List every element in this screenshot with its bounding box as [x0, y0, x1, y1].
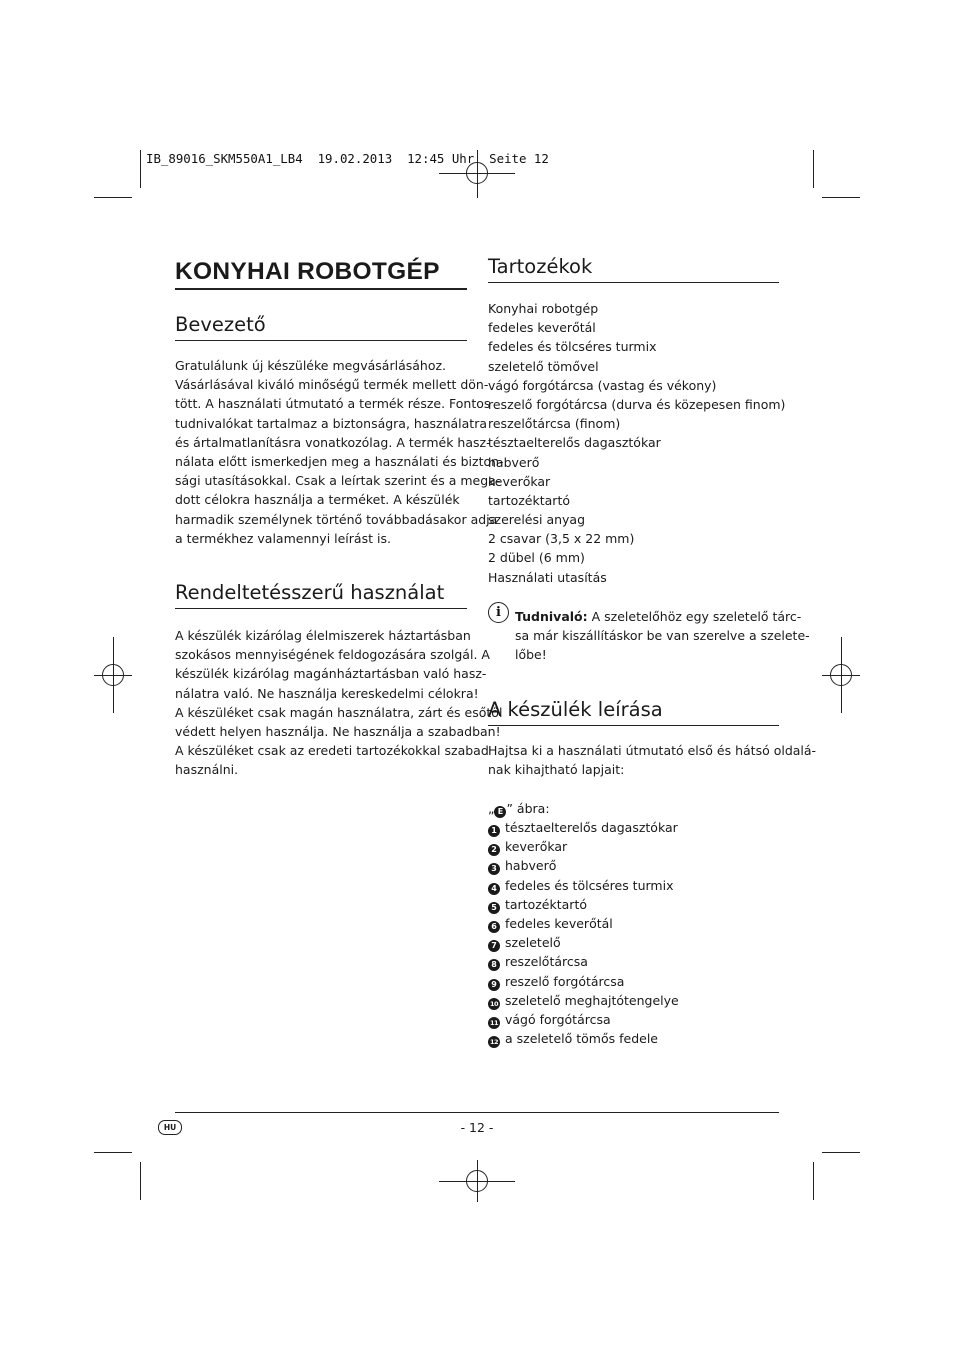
list-item: reszelő forgótárcsa (durva és közepesen finom): [488, 396, 786, 412]
text-line: használni.: [175, 762, 239, 778]
list-item: 2 csavar (3,5 x 22 mm): [488, 531, 635, 547]
part-item: [488, 1029, 779, 1048]
list-item: tésztaelterelős dagasztókar: [488, 435, 661, 451]
list-item: reszelőtárcsa (finom): [488, 416, 621, 432]
part-item: [488, 818, 779, 837]
heading-device-description: A készülék leírása: [488, 697, 779, 726]
part-label: szeletelő meghajtótengelye: [505, 992, 679, 1008]
text-line: Hajtsa ki a használati útmutató első és hátsó oldalá-: [488, 743, 817, 758]
part-item: [488, 837, 779, 856]
part-number-badge: 7: [488, 940, 500, 952]
list-item: keverőkar: [488, 473, 551, 489]
part-item: [488, 895, 779, 914]
list-item: Használati utasítás: [488, 569, 607, 585]
part-label: tésztaelterelős dagasztókar: [505, 820, 678, 835]
list-item: Konyhai robotgép: [488, 301, 599, 316]
note-line: A szeletelőhöz egy szeletelő tárc-: [587, 609, 802, 624]
text-line: Vásárlásával kiváló minőségű termék mellett dön-: [175, 377, 489, 393]
part-label: habverő: [505, 858, 557, 874]
text-line: védett helyen használja. Ne használja a szabadban!: [175, 723, 501, 739]
figure-suffix: ” ábra:: [506, 801, 550, 816]
part-number-badge: 1: [488, 825, 500, 837]
note-line: sa már kiszállításkor be van szerelve a szelete-: [515, 628, 810, 644]
part-label: keverőkar: [505, 839, 568, 855]
part-item: [488, 1010, 779, 1029]
list-item: fedeles keverőtál: [488, 320, 596, 336]
part-item: [488, 856, 779, 875]
part-number-badge: 12: [489, 1038, 499, 1047]
list-item: tartozéktartó: [488, 492, 570, 508]
page-title: KONYHAI ROBOTGÉP: [175, 257, 467, 290]
figure-prefix: „: [488, 801, 495, 816]
intended-use-text: [175, 626, 503, 780]
text-line: készülék kizárólag magánháztartásban való hasz-: [175, 666, 487, 682]
accessories-list: [488, 299, 786, 587]
heading-introduction: Bevezető: [175, 312, 467, 341]
part-label: vágó forgótárcsa: [505, 1011, 611, 1027]
text-line: a termékhez valamennyi leírást is.: [175, 530, 391, 546]
part-item: [488, 876, 779, 895]
part-label: fedeles és tölcséres turmix: [505, 877, 674, 893]
part-number-badge: 4: [488, 883, 500, 895]
device-description-text: [488, 741, 817, 779]
parts-list: [488, 818, 779, 1048]
part-item: [488, 952, 779, 971]
part-label: tartozéktartó: [505, 896, 587, 912]
part-label: reszelőtárcsa: [505, 954, 588, 970]
part-number-badge: 6: [488, 921, 500, 933]
text-line: Gratulálunk új készüléke megvásárlásához.: [175, 358, 447, 373]
heading-intended-use: Rendeltetésszerű használat: [175, 580, 467, 609]
list-item: szerelési anyag: [488, 512, 586, 528]
accessories-note: [515, 607, 810, 665]
note-label: Tudnivaló:: [515, 609, 588, 624]
figure-reference: [488, 799, 779, 818]
part-number-badge: 8: [488, 959, 500, 971]
language-badge: HU: [158, 1120, 182, 1135]
text-line: A készülék kizárólag élelmiszerek háztartásban: [175, 628, 471, 643]
text-line: nálatra való. Ne használja kereskedelmi célokra!: [175, 685, 479, 701]
list-item: 2 dübel (6 mm): [488, 550, 585, 566]
part-number-badge: 11: [489, 1018, 499, 1027]
page-number: - 12 -: [460, 1120, 494, 1135]
note-line: lőbe!: [515, 647, 547, 663]
part-label: reszelő forgótárcsa: [505, 973, 625, 989]
list-item: fedeles és tölcséres turmix: [488, 339, 657, 355]
part-label: a szeletelő tömős fedele: [505, 1031, 658, 1047]
introduction-text: [175, 356, 504, 548]
list-item: habverő: [488, 454, 540, 470]
text-line: nálata előtt ismerkedjen meg a használati és bizton-: [175, 453, 504, 469]
text-line: nak kihajtható lapjait:: [488, 762, 625, 778]
text-line: dott célokra használja a terméket. A készülék: [175, 492, 460, 508]
text-line: szokásos mennyiségének feldogozására szolgál. A: [175, 647, 490, 663]
list-item: vágó forgótárcsa (vastag és vékony): [488, 377, 717, 393]
text-line: sági utasításokkal. Csak a leírtak szerint és a mega-: [175, 473, 501, 489]
part-item: [488, 914, 779, 933]
part-item: [488, 933, 779, 952]
info-icon: i: [488, 602, 509, 623]
part-item: [488, 991, 779, 1010]
part-number-badge: 9: [488, 979, 500, 991]
text-line: A készüléket csak magán használatra, zárt és esőtől: [175, 704, 503, 720]
text-line: és ártalmatlanításra vonatkozólag. A termék hasz-: [175, 434, 491, 450]
part-label: fedeles keverőtál: [505, 915, 613, 931]
heading-accessories: Tartozékok: [488, 254, 779, 283]
list-item: szeletelő tömővel: [488, 358, 599, 374]
part-number-badge: 10: [489, 999, 499, 1008]
footer-rule: [175, 1112, 779, 1113]
part-number-badge: 2: [488, 844, 500, 856]
part-label: szeletelő: [505, 935, 561, 951]
text-line: tött. A használati útmutató a termék része. Fontos: [175, 396, 491, 412]
part-number-badge: 3: [488, 863, 500, 875]
text-line: A készüléket csak az eredeti tartozékokkal szabad: [175, 743, 489, 759]
text-line: harmadik személynek történő továbbadásakor adja: [175, 511, 498, 527]
print-slug: IB_89016_SKM550A1_LB4 19.02.2013 12:45 Uhr Seite 12: [146, 151, 549, 166]
part-number-badge: 5: [488, 902, 500, 914]
figure-letter-badge: E: [494, 806, 506, 818]
part-item: [488, 972, 779, 991]
text-line: tudnivalókat tartalmaz a biztonságra, használatra: [175, 415, 487, 431]
